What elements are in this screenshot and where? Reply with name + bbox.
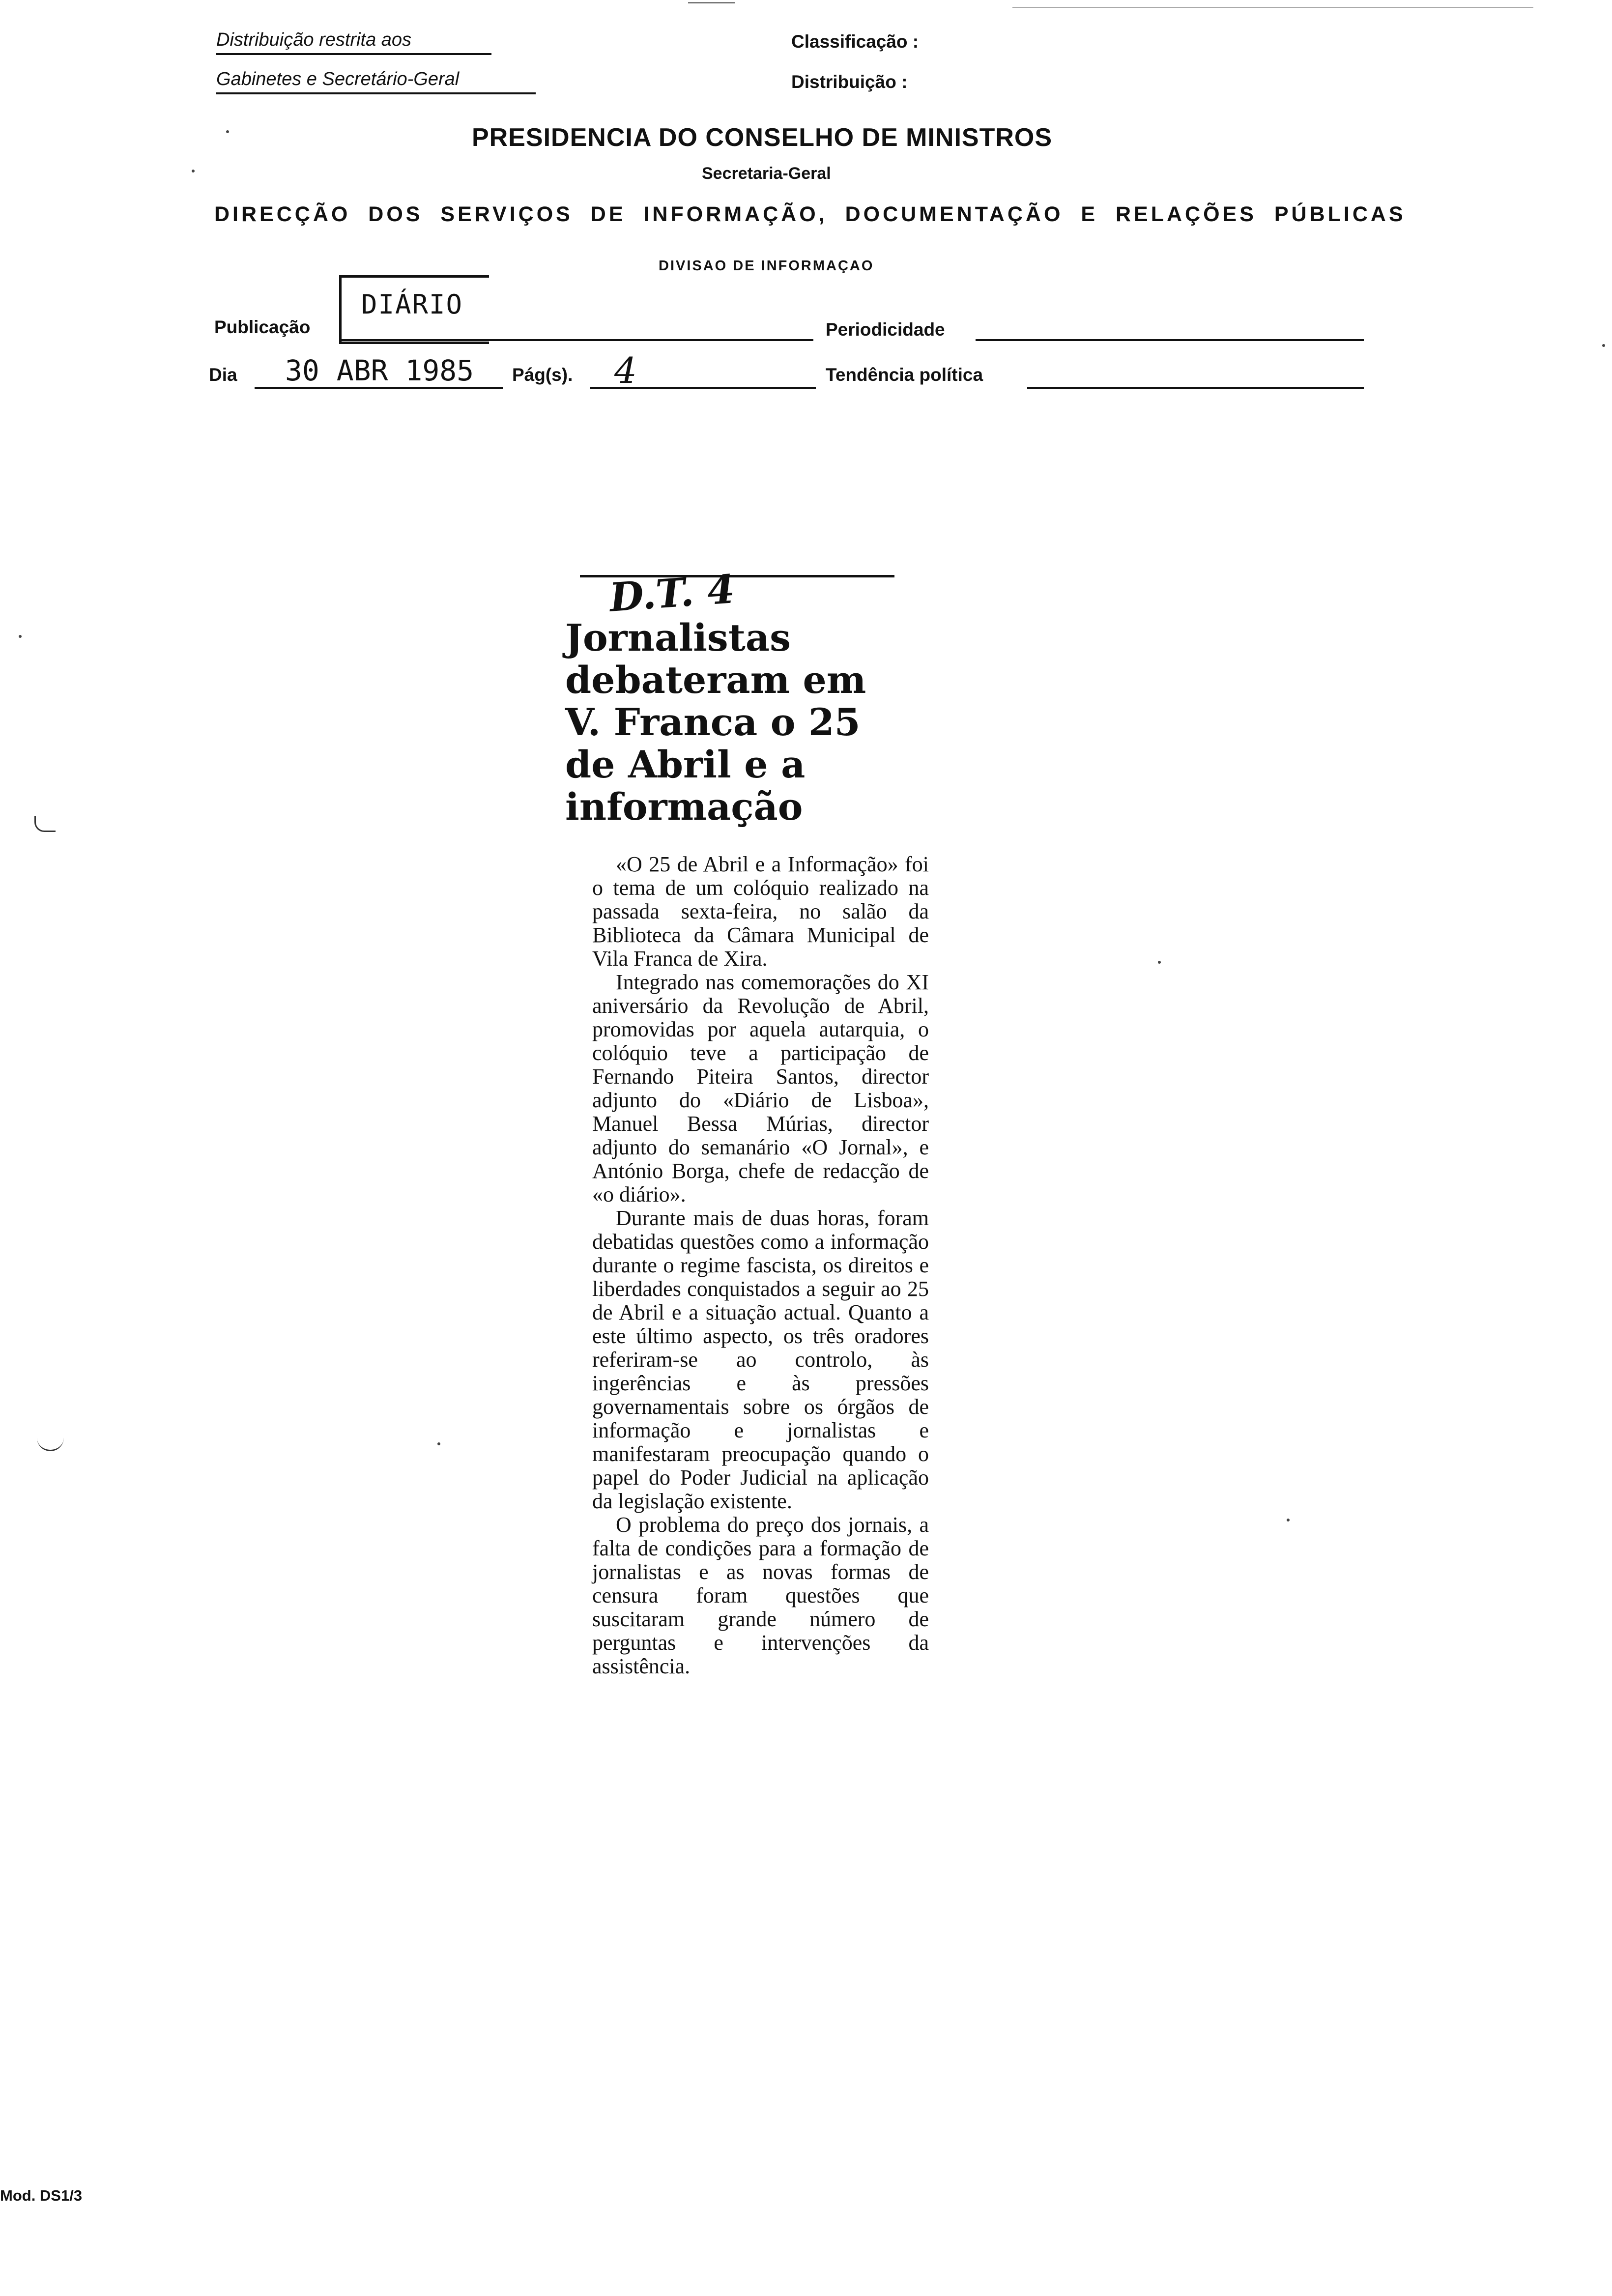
page-title: PRESIDENCIA DO CONSELHO DE MINISTROS	[472, 123, 1053, 152]
publication-value: DIÁRIO	[361, 289, 463, 320]
day-line	[255, 387, 503, 389]
distribution-underline-1	[216, 53, 491, 55]
article-paragraph: Integrado nas comemorações do XI aniversário da Revolução de Abril, promovidas por aquela autarquia, o colóquio teve a participação de Fernando Piteira Santos, director adjunto do «Diário de Lisboa», Manuel Bessa Múrias, director adjunto do semanário «O Jornal», e António Borga, chefe de redacção de «o diário».	[592, 970, 929, 1206]
scan-speck	[226, 130, 229, 133]
publication-line	[339, 339, 813, 341]
pages-label: Pág(s).	[512, 365, 573, 385]
top-rule-right	[1012, 7, 1533, 8]
scan-speck	[437, 1442, 440, 1445]
top-rule	[688, 2, 735, 3]
day-value: 30 ABR 1985	[285, 354, 474, 387]
division-line: DIVISAO DE INFORMAÇAO	[659, 258, 874, 274]
subtitle: Secretaria-Geral	[702, 164, 831, 183]
scan-speck	[1602, 344, 1605, 347]
periodicity-line	[976, 339, 1364, 341]
day-label: Dia	[209, 365, 237, 385]
article-headline: Jornalistas debateram em V. Franca o 25 de Abril e a informação	[565, 616, 866, 829]
scan-speck	[1158, 961, 1161, 964]
article-body	[592, 853, 929, 1678]
scan-speck	[19, 635, 22, 638]
model-code: Mod. DS1/3	[0, 2187, 83, 2204]
classification-label: Classificação :	[791, 31, 919, 52]
article-paragraph: Durante mais de duas horas, foram debatidas questões como a informação durante o regime fascista, os direitos e liberdades conquistados a seguir ao 25 de Abril e a situação actual. Quanto a este último aspecto, os três oradores referiram-se ao controlo, às ingerências e às pressões governamentais sobre os órgãos de informação e jornalistas e manifestaram preocupação quando o papel do Poder Judicial na aplicação da legislação existente.	[592, 1206, 929, 1513]
periodicity-label: Periodicidade	[826, 319, 945, 340]
article-paragraph: «O 25 de Abril e a Informação» foi o tema de um colóquio realizado na passada sexta-feira, no salão da Biblioteca da Câmara Municipal de Vila Franca de Xira.	[592, 852, 929, 971]
distribution-underline-2	[216, 92, 536, 94]
publication-label: Publicação	[214, 317, 311, 337]
handwritten-note: D.T. 4	[608, 566, 736, 621]
scan-mark	[34, 816, 56, 832]
scan-speck	[1287, 1519, 1290, 1521]
department-line: DIRECÇÃO DOS SERVIÇOS DE INFORMAÇÃO, DOCUMENTAÇÃO E RELAÇÕES PÚBLICAS	[214, 202, 1406, 226]
distribution-label: Distribuição :	[791, 72, 908, 92]
pages-value: 4	[614, 350, 637, 391]
scan-speck	[192, 170, 195, 172]
distribution-line-2: Gabinetes e Secretário-Geral	[216, 69, 460, 89]
tendency-label: Tendência política	[826, 365, 983, 385]
tendency-line	[1027, 387, 1364, 389]
distribution-line-1: Distribuição restrita aos	[216, 29, 412, 50]
scan-mark	[37, 1435, 64, 1451]
article-paragraph: O problema do preço dos jornais, a falta de condições para a formação de jornalistas e as novas formas de censura foram questões que suscitaram grande número de perguntas e intervenções da assistência.	[592, 1513, 929, 1678]
